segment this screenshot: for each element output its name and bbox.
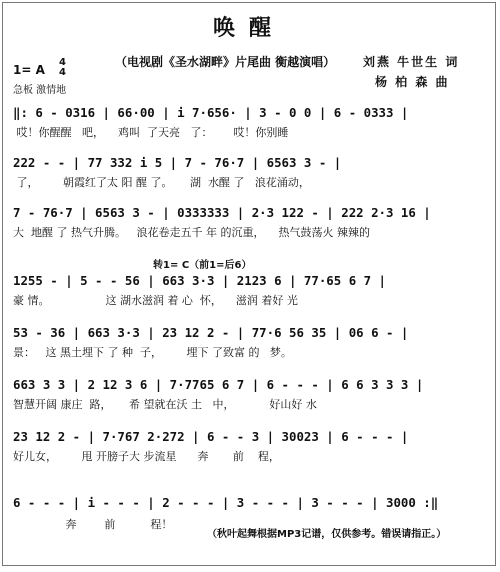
notation-line: 222 - - | 77 332 i 5 | 7 - 76·7 | 6563 3 - | (13, 155, 342, 170)
lyric-line: 智慧开阔 康庄 路， 希 望就在沃 土 中， 好山好 水 (13, 398, 317, 411)
notation-line: 663 3 3 | 2 12 3 6 | 7·7765 6 7 | 6 - - - | 6 6 3 3 3 | (13, 377, 424, 392)
lyric-line: 好儿女， 甩 开膀子大 步流星 奔 前 程， (13, 450, 280, 463)
lyric-line: 奔 前 程！ (13, 518, 173, 531)
score-page (2, 2, 496, 566)
notation-line: ‖: 6 - 0316 | 66·00 | i 7·656· | 3 - 0 0 | 6 - 0333 | (13, 105, 409, 120)
time-signature (59, 58, 66, 78)
time-signature-top: 4 (59, 57, 66, 68)
song-subtitle: （电视剧《圣水湖畔》片尾曲 衡越演唱） (115, 55, 336, 69)
lyric-line: 了， 朝霞红了太 阳 醒 了。 湖 水醒 了 浪花涌动， (13, 176, 310, 189)
tempo-marking: 急板 激情地 (13, 85, 67, 96)
notation-line: 23 12 2 - | 7·767 2·272 | 6 - - 3 | 30023 | 6 - - - | (13, 429, 409, 444)
key-signature: 1= A (13, 63, 45, 77)
composer-credit: 杨 柏 森 曲 (375, 75, 450, 89)
lyric-line: 景： 这 黑土埋下 了 种 子， 埋下 了致富 的 梦。 (13, 346, 292, 359)
notation-line: 53 - 36 | 663 3·3 | 23 12 2 - | 77·6 56 35 | 06 6 - | (13, 325, 409, 340)
lyric-line: 大 地醒 了 热气升腾。 浪花卷走五千 年 的沉重， 热气鼓荡火 辣辣的 (13, 226, 370, 239)
notation-line: 6 - - - | i - - - | 2 - - - | 3 - - - | 3 - - - | 3000 :‖ (13, 495, 439, 510)
notation-line: 7 - 76·7 | 6563 3 - | 0333333 | 2·3 122 - | 222 2·3 16 | (13, 205, 431, 220)
lyric-line: 哎！你醒醒 吧， 鸡叫 了天亮 了： 哎！你别睡 (13, 126, 289, 139)
modulation-marking: 转1= C（前1=后6） (153, 260, 252, 271)
transcription-footnote: （秋叶起舞根据MP3记谱，仅供参考。错误请指正。） (207, 529, 447, 540)
notation-line: 1255 - | 5 - - 56 | 663 3·3 | 2123 6 | 77·65 6 7 | (13, 273, 386, 288)
lyric-line: 豪 情。 这 湖水滋润 着 心 怀， 滋润 着好 光 (13, 294, 298, 307)
song-title: 唤醒 (212, 15, 285, 41)
time-signature-bottom: 4 (59, 67, 66, 78)
lyricist-credit: 刘燕 牛世生 词 (363, 55, 460, 69)
